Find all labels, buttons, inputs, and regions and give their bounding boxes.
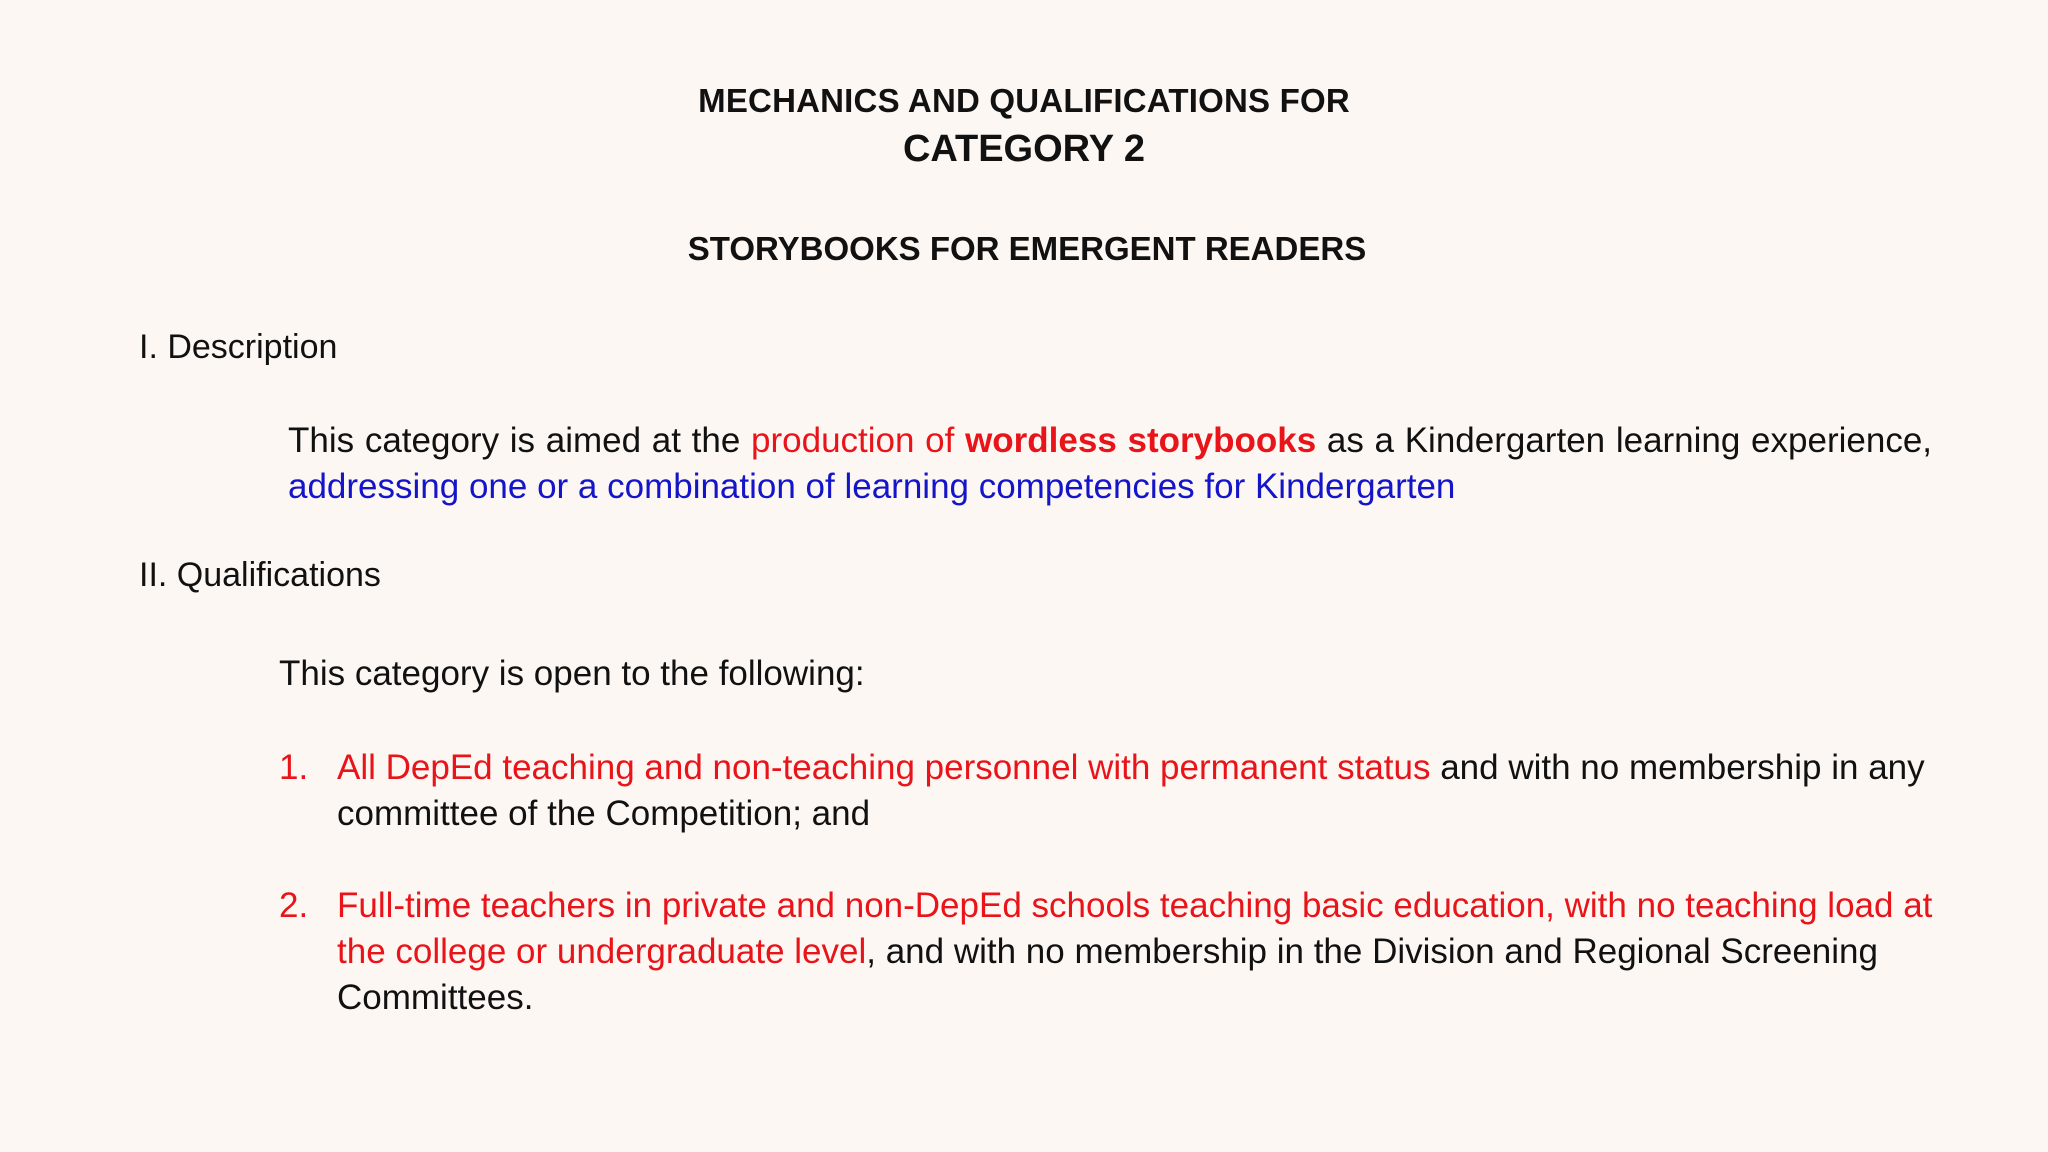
qualification-item <box>279 883 1949 1021</box>
description-highlight-blue: addressing one or a combination of learning competencies for Kindergarten <box>288 467 1456 506</box>
description-paragraph <box>288 418 1932 510</box>
qualifications-intro: This category is open to the following: <box>279 654 865 693</box>
subtitle: STORYBOOKS FOR EMERGENT READERS <box>687 230 1367 267</box>
list-item-highlight-red: All DepEd teaching and non-teaching personnel with permanent status <box>337 748 1431 787</box>
list-item-highlight-red: Full-time teachers in private and non-DepEd schools teaching basic education, with no teaching load at the college or undergraduate level <box>337 886 1933 971</box>
title-line-2: CATEGORY 2 <box>902 128 1146 170</box>
section-heading-qualifications: II. Qualifications <box>139 556 381 594</box>
description-text-continued: as a Kindergarten learning experience, <box>1316 421 1933 460</box>
list-item-text: and with no membership in any committee of the Competition; and <box>337 748 1925 833</box>
section-heading-description: I. Description <box>139 328 338 366</box>
list-number: 2. <box>279 886 309 925</box>
description-highlight-bold: wordless storybooks <box>965 421 1317 460</box>
list-item-text: , and with no membership in the Division and Regional Screening Committees. <box>337 932 1878 1017</box>
qualification-item <box>279 745 1949 837</box>
description-text: This category is aimed at the <box>288 421 752 460</box>
description-highlight-red: production of <box>751 421 966 460</box>
title-line-1: MECHANICS AND QUALIFICATIONS FOR <box>698 82 1350 119</box>
list-item-body <box>337 883 1949 1021</box>
list-item-body <box>337 745 1949 837</box>
list-number: 1. <box>279 748 309 787</box>
